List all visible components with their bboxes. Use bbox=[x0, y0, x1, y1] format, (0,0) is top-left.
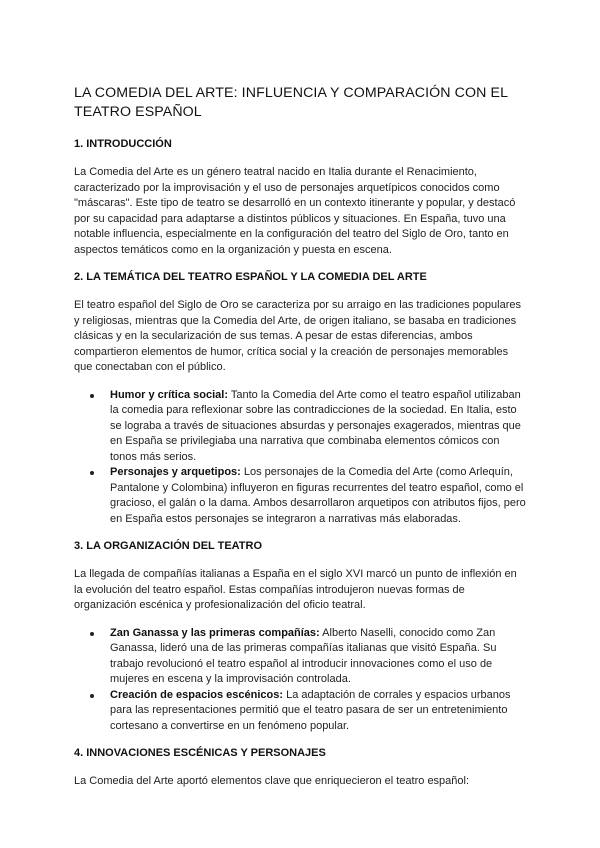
section-heading: 3. LA ORGANIZACIÓN DEL TEATRO bbox=[74, 540, 263, 552]
list-item bbox=[110, 688, 526, 735]
section-innovaciones bbox=[74, 746, 526, 790]
bullet-list bbox=[74, 388, 526, 528]
bullet-term: Creación de espacios escénicos: bbox=[110, 688, 284, 701]
bullet-text: Los personajes de la Comedia del Arte (como Arlequín, Pantalone y Colombina) influyeron en figuras recurrentes del teatro español, como el gracioso, el galán o la dama. Ambos desarrollaron arquetipos con atributos fijos, pero en España estos personajes se integraron a narrativas más elaboradas. bbox=[110, 466, 526, 525]
list-item bbox=[110, 388, 526, 466]
document-title: LA COMEDIA DEL ARTE: INFLUENCIA Y COMPARACIÓN CON EL TEATRO ESPAÑOL bbox=[74, 85, 508, 120]
section-heading: 2. LA TEMÁTICA DEL TEATRO ESPAÑOL Y LA COMEDIA DEL ARTE bbox=[74, 271, 427, 283]
bullet-term: Humor y crítica social: bbox=[110, 388, 228, 401]
section-paragraph: La llegada de compañías italianas a España en el siglo XVI marcó un punto de inflexión en la evolución del teatro español. Estas compañías introdujeron nuevas formas de organización escénica y profesionalización del oficio teatral. bbox=[74, 568, 517, 611]
section-tematica bbox=[74, 270, 526, 527]
section-paragraph: La Comedia del Arte es un género teatral nacido en Italia durante el Renacimiento, caracterizado por la improvisación y el uso de personajes arquetípicos conocidos como "máscaras". Este tipo de teatro se desarrolló en un contexto itinerante y popular, y destacó por su capacidad para adaptarse a distintos públicos y situaciones. En España, tuvo una notable influencia, especialmente en la configuración del teatro del Siglo de Oro, tanto en aspectos temáticos como en la organización y puesta en escena. bbox=[74, 166, 516, 256]
bullet-list bbox=[74, 626, 526, 735]
section-paragraph: El teatro español del Siglo de Oro se caracteriza por su arraigo en las tradiciones populares y religiosas, mientras que la Comedia del Arte, de origen italiano, se basaba en tradiciones clásicas y en la secularización de sus temas. A pesar de estas diferencias, ambos compartieron elementos de humor, crítica social y la creación de personajes memorables que conectaban con el público. bbox=[74, 299, 521, 373]
bullet-term: Personajes y arquetipos: bbox=[110, 466, 241, 478]
bullet-text: La adaptación de corrales y espacios urbanos para las representaciones permitió que el teatro pasara de ser un entretenimiento cortesano a convertirse en un fenómeno popular. bbox=[110, 688, 511, 732]
section-introduccion bbox=[74, 137, 526, 258]
section-organizacion bbox=[74, 539, 526, 734]
section-heading: 1. INTRODUCCIÓN bbox=[74, 138, 172, 150]
section-heading: 4. INNOVACIONES ESCÉNICAS Y PERSONAJES bbox=[74, 747, 326, 759]
bullet-term: Zan Ganassa y las primeras compañías: bbox=[110, 626, 320, 639]
bullet-text: Tanto la Comedia del Arte como el teatro español utilizaban la comedia para reflexionar sobre las contradicciones de la sociedad. En Italia, esto se lograba a través de situaciones absurdas y personajes exagerados, mientras que en España se privilegiaba una narrativa que combinaba elementos cómicos con tonos más serios. bbox=[110, 388, 521, 463]
list-item bbox=[110, 626, 526, 688]
list-item bbox=[110, 465, 526, 527]
bullet-text: Alberto Naselli, conocido como Zan Ganassa, lideró una de las primeras compañías italianas que visitó España. Su trabajo revolucionó el teatro español al introducir innovaciones como el uso de mujeres en escena y la improvisación controlada. bbox=[110, 626, 497, 685]
section-paragraph: La Comedia del Arte aportó elementos clave que enriquecieron el teatro español: bbox=[74, 775, 470, 787]
